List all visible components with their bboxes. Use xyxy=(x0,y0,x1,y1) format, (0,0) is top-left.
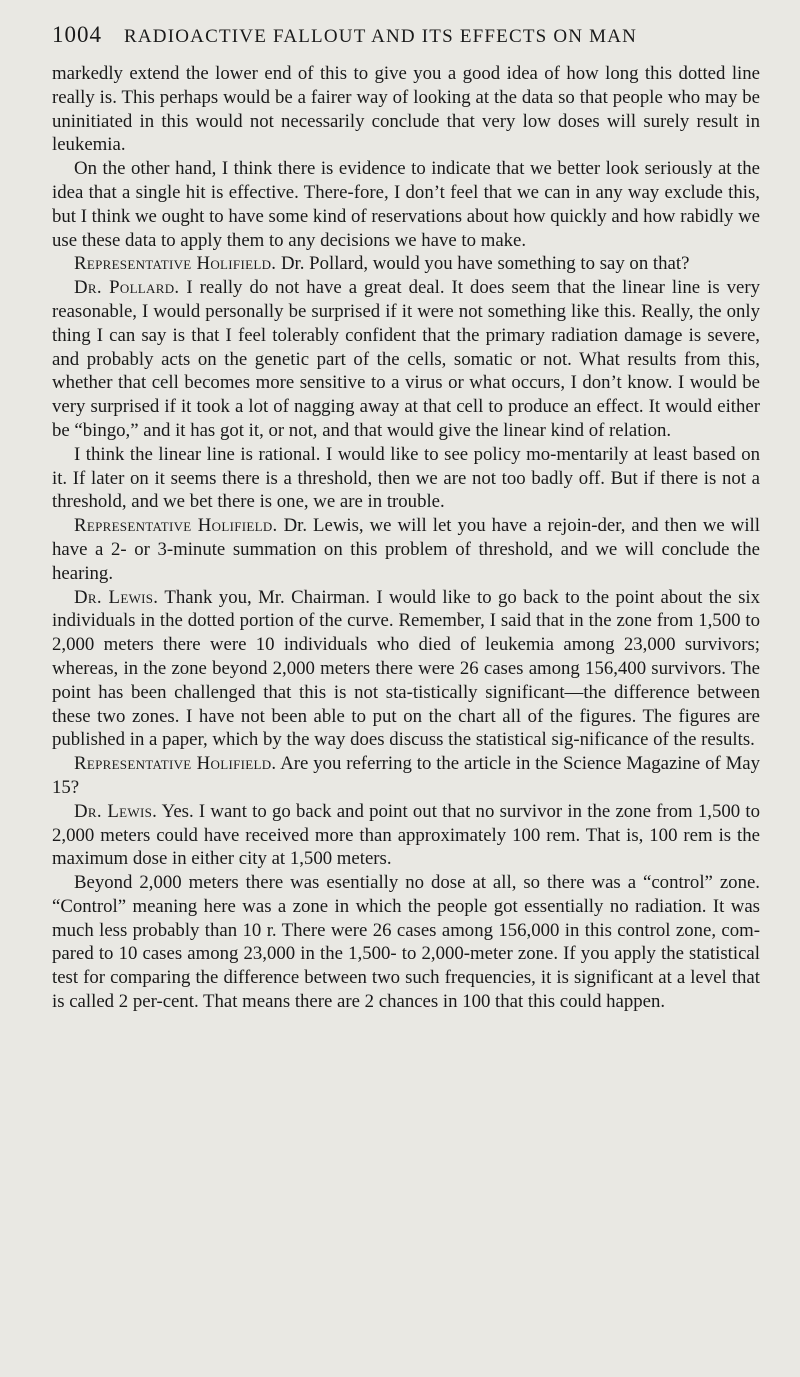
paragraph-text: Dr. Pollard, would you have something to say on that? xyxy=(280,253,690,275)
running-title: RADIOACTIVE FALLOUT AND ITS EFFECTS ON MAN xyxy=(124,26,638,47)
speaker-name: Representative Holifield. xyxy=(74,515,278,537)
paragraph xyxy=(52,752,760,800)
speaker-name: Representative Holifield. xyxy=(74,753,277,775)
paragraph-text: Dr. Lewis, we will let you have a rejoin-der, and then we will have a 2- or 3-minute summation on this problem of threshold, and we will conclude the hearing. xyxy=(52,515,760,584)
paragraph-text: I think the linear line is rational. I would like to see policy mo-mentarily at least based on it. If later on it seems there is a threshold, then we are not too badly off. But if there is not a threshold, and we bet there is one, we are in trouble. xyxy=(52,443,760,513)
paragraph xyxy=(52,62,760,157)
speaker-name: Dr. Pollard. xyxy=(74,277,180,299)
paragraph-text: Are you referring to the article in the Science Magazine of May 15? xyxy=(52,753,760,798)
paragraph xyxy=(52,800,760,871)
paragraph-text: Yes. I want to go back and point out that no survivor in the zone from 1,500 to 2,000 meters could have received more than approximately 100 rem. That is, 100 rem is the maximum dose in either city at 1,500 meters. xyxy=(52,800,760,870)
speaker-name: Dr. Lewis. xyxy=(74,800,158,822)
running-header xyxy=(52,22,760,48)
paragraph-text: markedly extend the lower end of this to give you a good idea of how long this dotted line really is. This perhaps would be a fairer way of looking at the data so that people who may be uninitiated in this would not necessarily conclude that very low doses will surely result in leukemia. xyxy=(52,63,760,156)
paragraph xyxy=(52,157,760,252)
speaker-name: Representative Holifield. xyxy=(74,253,277,275)
paragraph xyxy=(52,871,760,1014)
paragraph-text: Beyond 2,000 meters there was esentially no dose at all, so there was a “control” zone. “Control” meaning here was a zone in which the people got essentially no radiation. It was much less probably than 10 r. There were 26 cases among 156,000 in this control zone, com-pared to 10 cases among 23,000 in the 1,500- to 2,000-meter zone. If you apply the statistical test for comparing the difference between two such frequencies, it is significant at a level that is called 2 per-cent. That means there are 2 chances in 100 that this could happen. xyxy=(52,872,760,1013)
paragraph xyxy=(52,276,760,443)
paragraph xyxy=(52,514,760,585)
paragraph-text: On the other hand, I think there is evidence to indicate that we better look seriously at the idea that a single hit is effective. There-fore, I don’t feel that we can in any way exclude this, but I think we ought to have some kind of reservations about how quickly and how rabidly we use these data to apply them to any decisions we have to make. xyxy=(52,158,760,251)
paragraph-text: I really do not have a great deal. It does seem that the linear line is very reasonable, I would personally be surprised if it were not something like this. Really, the only thing I can say is that I feel tolerably confident that the primary radiation damage is severe, and probably acts on the genetic part of the cells, somatic or not. What results from this, whether that cell becomes more sensitive to a virus or what occurs, I don’t know. I would be very surprised if it took a lot of nagging away at that cell to produce an effect. It would either be “bingo,” and it has got it, or not, and that would give the linear kind of relation. xyxy=(52,277,761,441)
paragraph-text: Thank you, Mr. Chairman. I would like to go back to the point about the six individuals in the dotted portion of the curve. Remember, I said that in the zone from 1,500 to 2,000 meters there were 10 individuals who died of leukemia among 23,000 survivors; whereas, in the zone beyond 2,000 meters there were 26 cases among 156,400 survivors. The point has been challenged that this is not sta-tistically significant—the difference between these two zones. I have not been able to put on the chart all of the figures. The figures are published in a paper, which by the way does discuss the statistical sig-nificance of the results. xyxy=(52,586,761,751)
paragraph xyxy=(52,443,760,514)
page-number: 1004 xyxy=(52,22,102,47)
paragraph xyxy=(52,252,760,276)
body-text xyxy=(52,62,760,1014)
speaker-name: Dr. Lewis. xyxy=(74,586,159,608)
paragraph xyxy=(52,586,760,753)
